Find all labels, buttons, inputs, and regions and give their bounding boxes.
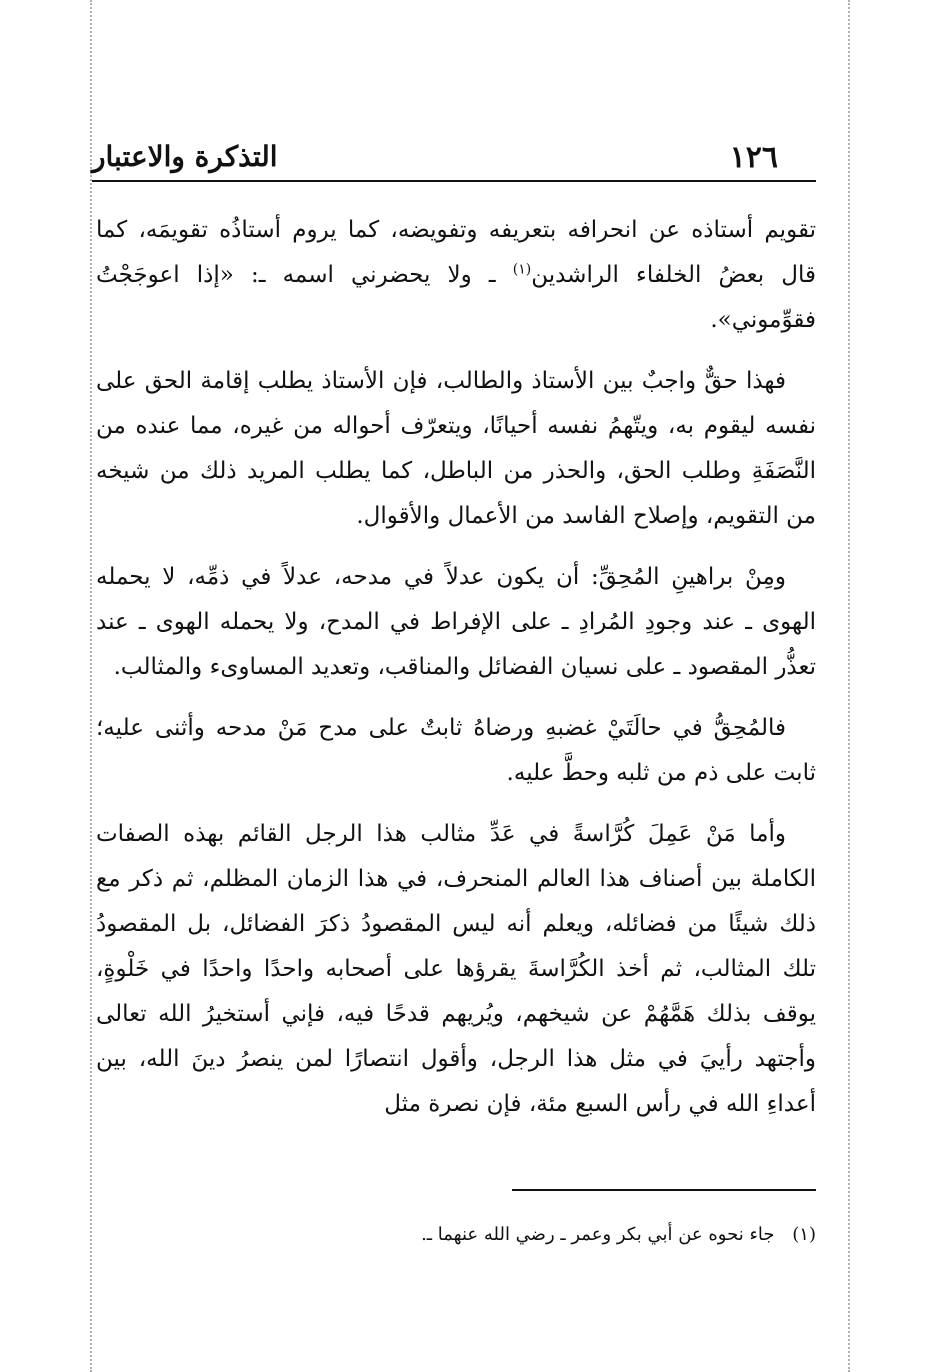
paragraph-1-text-b: ـ ولا يحضرني اسمه ـ: «إذا اعوجَجْتُ فقوِّموني». [96, 262, 816, 333]
right-margin-guide [848, 0, 850, 1372]
page-number: ١٢٦ [729, 140, 778, 175]
footnote-text: جاء نحوه عن أبي بكر وعمر ـ رضي الله عنهما ـ. [421, 1224, 775, 1245]
footnote-number: (١) [792, 1224, 816, 1245]
paragraph-1 [96, 208, 816, 343]
body-text [96, 208, 816, 1143]
paragraph-5: وأما مَنْ عَمِلَ كُرَّاسةً في عَدِّ مثالب هذا الرجل القائم بهذه الصفات الكاملة بين أصناف هذا العالم المنحرف، في هذا الزمان المظلم، ثم ذكر مع ذلك شيئًا من فضائله، ويعلم أنه ليس المقصودُ ذكرَ الفضائل، بل المقصودُ تلك المثالب، ثم أخذ الكُرَّاسةَ يقرؤها على أصحابه واحدًا واحدًا في خَلْوةٍ، يوقف بذلك هَمَّهُمْ عن شيخهم، ويُريهم قدحًا فيه، فإني أستخيرُ الله تعالى وأجتهد رأييَ في مثل هذا الرجل، وأقول انتصارًا لمن ينصرُ دينَ الله، بين أعداءِ الله في رأس السبع مئة، فإن نصرة مثل [96, 821, 816, 1117]
footnote-separator [512, 1189, 816, 1191]
footnote [300, 1220, 816, 1250]
paragraph-4: فالمُحِقُّ في حالَتَيْ غضبهِ ورضاهُ ثابتٌ على مدح مَنْ مدحه وأثنى عليه؛ ثابت على ذم من ثلبه وحطَّ عليه. [96, 715, 816, 786]
paragraph-1-text-a: تقويم أستاذه عن انحرافه بتعريفه وتفويضه، كما يروم أستاذُه تقويمَه، كما قال بعضُ الخلفاء الراشدين [96, 217, 816, 288]
page-header [92, 138, 816, 182]
footnote-reference: (١) [512, 261, 532, 278]
running-title: التذكرة والاعتبار [92, 140, 278, 173]
left-margin-guide [90, 0, 92, 1372]
paragraph-2: فهذا حقٌّ واجبٌ بين الأستاذ والطالب، فإن الأستاذ يطلب إقامة الحق على نفسه ليقوم به، ويتّهمُ نفسه أحيانًا، ويتعرّف أحواله من غيره، مما عنده من النَّصَفَةِ وطلب الحق، والحذر من الباطل، كما يطلب المريد ذلك من شيخه من التقويم، وإصلاح الفاسد من الأعمال والأقوال. [96, 368, 816, 529]
paragraph-3: ومِنْ براهينِ المُحِقِّ: أن يكون عدلاً في مدحه، عدلاً في ذمِّه، لا يحمله الهوى ـ عند وجودِ المُرادِ ـ على الإفراط في المدح، ولا يحمله الهوى ـ عند تعذُّر المقصود ـ على نسيان الفضائل والمناقب، وتعديد المساوىء والمثالب. [96, 564, 816, 680]
